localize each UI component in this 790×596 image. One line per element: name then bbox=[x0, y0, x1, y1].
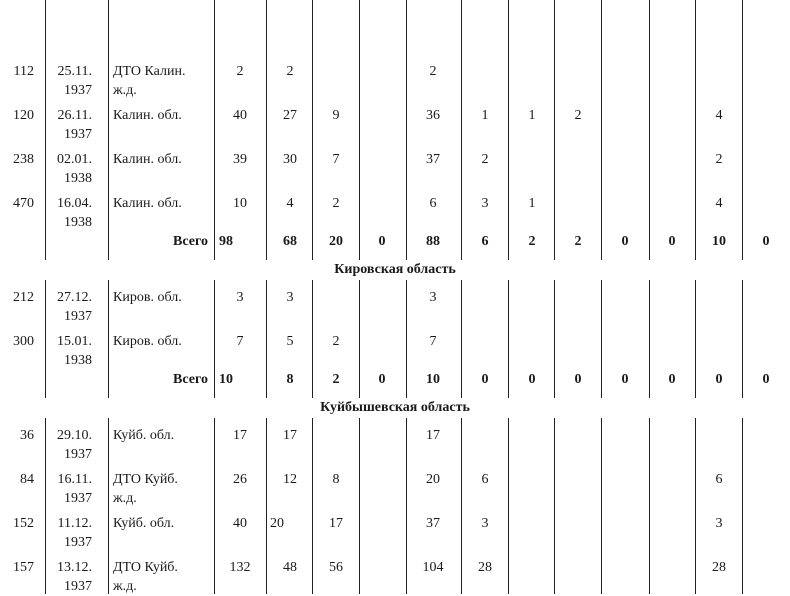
column-divider bbox=[108, 280, 109, 398]
total-value: 0 bbox=[481, 372, 489, 387]
row-date: 26.11. bbox=[57, 108, 92, 123]
total-value: 10 bbox=[712, 234, 726, 249]
column-divider bbox=[359, 280, 360, 398]
row-organization: Калин. обл. bbox=[113, 196, 182, 211]
value-cell: 4 bbox=[715, 108, 723, 123]
column-divider bbox=[108, 418, 109, 594]
value-cell: 17 bbox=[233, 428, 247, 443]
total-value: 0 bbox=[715, 372, 723, 387]
total-value: 2 bbox=[574, 234, 582, 249]
row-date: 29.10. bbox=[57, 428, 92, 443]
value-cell: 1 bbox=[481, 108, 489, 123]
column-divider bbox=[266, 0, 267, 260]
row-number: 470 bbox=[13, 196, 34, 211]
row-number: 112 bbox=[13, 64, 34, 79]
row-date: 25.11. bbox=[57, 64, 92, 79]
value-cell: 10 bbox=[233, 196, 247, 211]
value-cell: 3 bbox=[481, 516, 489, 531]
column-divider bbox=[508, 0, 509, 260]
row-organization: Киров. обл. bbox=[113, 290, 182, 305]
total-value: 0 bbox=[528, 372, 536, 387]
value-cell: 39 bbox=[233, 152, 247, 167]
column-divider bbox=[312, 0, 313, 260]
section-title: Куйбышевская область bbox=[0, 398, 790, 417]
total-value: 2 bbox=[332, 372, 340, 387]
value-cell: 6 bbox=[481, 472, 489, 487]
value-cell: 2 bbox=[574, 108, 582, 123]
column-divider bbox=[695, 418, 696, 594]
column-divider bbox=[214, 0, 215, 260]
row-number: 238 bbox=[13, 152, 34, 167]
row-date: 1938 bbox=[64, 171, 92, 186]
value-cell: 36 bbox=[426, 108, 440, 123]
value-cell: 3 bbox=[481, 196, 489, 211]
column-divider bbox=[461, 418, 462, 594]
total-label: Всего bbox=[173, 372, 208, 387]
column-divider bbox=[601, 280, 602, 398]
total-value: 0 bbox=[762, 372, 770, 387]
column-divider bbox=[406, 418, 407, 594]
column-divider bbox=[601, 418, 602, 594]
column-divider bbox=[312, 418, 313, 594]
column-divider bbox=[695, 0, 696, 260]
row-number: 120 bbox=[13, 108, 34, 123]
value-cell: 40 bbox=[233, 108, 247, 123]
total-value: 0 bbox=[668, 234, 676, 249]
total-value: 0 bbox=[378, 372, 386, 387]
column-divider bbox=[45, 280, 46, 398]
column-divider bbox=[695, 280, 696, 398]
value-cell: 3 bbox=[715, 516, 723, 531]
value-cell: 56 bbox=[329, 560, 343, 575]
total-value: 2 bbox=[528, 234, 536, 249]
column-divider bbox=[742, 280, 743, 398]
column-divider bbox=[554, 418, 555, 594]
column-divider bbox=[45, 418, 46, 594]
value-cell: 7 bbox=[236, 334, 244, 349]
value-cell: 2 bbox=[715, 152, 723, 167]
row-date: 16.04. bbox=[57, 196, 92, 211]
row-number: 212 bbox=[13, 290, 34, 305]
row-organization: ДТО Куйб. bbox=[113, 472, 178, 487]
row-organization: Куйб. обл. bbox=[113, 516, 175, 531]
row-date: 16.11. bbox=[57, 472, 92, 487]
column-divider bbox=[461, 0, 462, 260]
column-divider bbox=[214, 280, 215, 398]
row-date: 1937 bbox=[64, 535, 92, 550]
row-organization: Калин. обл. bbox=[113, 108, 182, 123]
row-date: 1937 bbox=[64, 83, 92, 98]
total-label: Всего bbox=[173, 234, 208, 249]
column-divider bbox=[742, 418, 743, 594]
value-cell: 26 bbox=[233, 472, 247, 487]
row-organization: ДТО Калин. bbox=[113, 64, 186, 79]
value-cell: 2 bbox=[286, 64, 294, 79]
column-divider bbox=[508, 280, 509, 398]
row-date: 27.12. bbox=[57, 290, 92, 305]
row-number: 84 bbox=[20, 472, 34, 487]
column-divider bbox=[359, 0, 360, 260]
row-organization: ДТО Куйб. bbox=[113, 560, 178, 575]
value-cell: 2 bbox=[332, 334, 340, 349]
total-value: 20 bbox=[329, 234, 343, 249]
column-divider bbox=[266, 418, 267, 594]
value-cell: 3 bbox=[429, 290, 437, 305]
row-date: 15.01. bbox=[57, 334, 92, 349]
value-cell: 30 bbox=[283, 152, 297, 167]
value-cell: 17 bbox=[426, 428, 440, 443]
column-divider bbox=[406, 280, 407, 398]
column-divider bbox=[359, 418, 360, 594]
row-number: 300 bbox=[13, 334, 34, 349]
value-cell: 6 bbox=[429, 196, 437, 211]
row-organization: Киров. обл. bbox=[113, 334, 182, 349]
column-divider bbox=[461, 280, 462, 398]
total-value: 0 bbox=[668, 372, 676, 387]
column-divider bbox=[108, 0, 109, 260]
total-value: 68 bbox=[283, 234, 297, 249]
row-date: 1938 bbox=[64, 215, 92, 230]
value-cell: 3 bbox=[286, 290, 294, 305]
value-cell: 2 bbox=[429, 64, 437, 79]
row-date: 02.01. bbox=[57, 152, 92, 167]
total-value: 10 bbox=[219, 372, 233, 387]
row-number: 157 bbox=[13, 560, 34, 575]
row-date: 11.12. bbox=[57, 516, 92, 531]
row-date: 1937 bbox=[64, 579, 92, 594]
value-cell: 5 bbox=[286, 334, 294, 349]
column-divider bbox=[214, 418, 215, 594]
value-cell: 27 bbox=[283, 108, 297, 123]
total-value: 0 bbox=[762, 234, 770, 249]
value-cell: 104 bbox=[422, 560, 444, 575]
value-cell: 4 bbox=[715, 196, 723, 211]
row-date: 1937 bbox=[64, 491, 92, 506]
total-value: 0 bbox=[378, 234, 386, 249]
value-cell: 2 bbox=[236, 64, 244, 79]
column-divider bbox=[649, 418, 650, 594]
row-organization: ж.д. bbox=[113, 579, 137, 594]
row-date: 1937 bbox=[64, 447, 92, 462]
row-date: 1938 bbox=[64, 353, 92, 368]
row-date: 1937 bbox=[64, 309, 92, 324]
value-cell: 17 bbox=[329, 516, 343, 531]
row-organization: ж.д. bbox=[113, 491, 137, 506]
column-divider bbox=[266, 280, 267, 398]
value-cell: 37 bbox=[426, 152, 440, 167]
value-cell: 3 bbox=[236, 290, 244, 305]
value-cell: 40 bbox=[233, 516, 247, 531]
total-value: 0 bbox=[574, 372, 582, 387]
column-divider bbox=[649, 0, 650, 260]
value-cell: 9 bbox=[332, 108, 340, 123]
total-value: 88 bbox=[426, 234, 440, 249]
row-date: 13.12. bbox=[57, 560, 92, 575]
row-number: 152 bbox=[13, 516, 34, 531]
value-cell: 20 bbox=[426, 472, 440, 487]
total-value: 0 bbox=[621, 234, 629, 249]
column-divider bbox=[649, 280, 650, 398]
total-value: 8 bbox=[286, 372, 294, 387]
value-cell: 1 bbox=[528, 196, 536, 211]
value-cell: 7 bbox=[332, 152, 340, 167]
value-cell: 4 bbox=[286, 196, 294, 211]
column-divider bbox=[554, 0, 555, 260]
value-cell: 37 bbox=[426, 516, 440, 531]
value-cell: 7 bbox=[429, 334, 437, 349]
row-organization: Куйб. обл. bbox=[113, 428, 175, 443]
row-number: 36 bbox=[20, 428, 34, 443]
column-divider bbox=[554, 280, 555, 398]
total-value: 6 bbox=[481, 234, 489, 249]
column-divider bbox=[601, 0, 602, 260]
row-organization: Калин. обл. bbox=[113, 152, 182, 167]
value-cell: 17 bbox=[283, 428, 297, 443]
column-divider bbox=[406, 0, 407, 260]
value-cell: 1 bbox=[528, 108, 536, 123]
value-cell: 2 bbox=[481, 152, 489, 167]
row-date: 1937 bbox=[64, 127, 92, 142]
column-divider bbox=[45, 0, 46, 260]
total-value: 98 bbox=[219, 234, 233, 249]
value-cell: 48 bbox=[283, 560, 297, 575]
value-cell: 28 bbox=[712, 560, 726, 575]
value-cell: 12 bbox=[283, 472, 297, 487]
column-divider bbox=[742, 0, 743, 260]
value-cell: 2 bbox=[332, 196, 340, 211]
value-cell: 132 bbox=[229, 560, 251, 575]
value-cell: 20 bbox=[270, 516, 284, 531]
column-divider bbox=[508, 418, 509, 594]
value-cell: 8 bbox=[332, 472, 340, 487]
column-divider bbox=[312, 280, 313, 398]
section-title: Кировская область bbox=[0, 260, 790, 279]
row-organization: ж.д. bbox=[113, 83, 137, 98]
value-cell: 28 bbox=[478, 560, 492, 575]
total-value: 0 bbox=[621, 372, 629, 387]
value-cell: 6 bbox=[715, 472, 723, 487]
total-value: 10 bbox=[426, 372, 440, 387]
